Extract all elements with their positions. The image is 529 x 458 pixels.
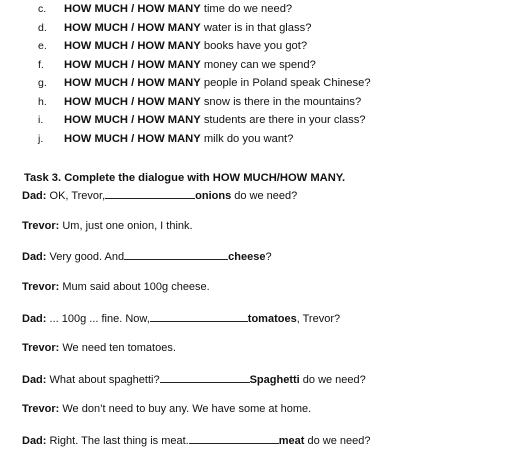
exercise-item (38, 56, 371, 75)
item-letter: e. (38, 40, 47, 52)
exercise-item (38, 19, 371, 38)
exercise-list (38, 0, 371, 148)
speaker-label: Trevor: (22, 220, 60, 232)
speaker-label: Dad: (22, 374, 47, 386)
dialogue-line (22, 433, 370, 448)
line-text: Mum said about 100g cheese. (59, 281, 210, 293)
item-text: time do we need? (200, 3, 293, 15)
speaker-label: Dad: (22, 435, 47, 447)
dialogue-line (22, 372, 366, 387)
line-text: do we need? (304, 435, 371, 447)
line-text: Very good. And (46, 251, 125, 263)
answer-gap[interactable] (124, 249, 228, 260)
line-text: do we need? (299, 374, 366, 386)
speaker-label: Trevor: (22, 403, 60, 415)
line-text: We need ten tomatoes. (59, 342, 176, 354)
item-choice: HOW MUCH / HOW MANY (64, 21, 201, 34)
task-title: Task 3. Complete the dialogue with HOW MUCH/HOW MANY. (24, 172, 346, 184)
exercise-item (38, 37, 371, 56)
dialogue-line (22, 280, 210, 294)
exercise-item (38, 111, 371, 130)
answer-gap[interactable] (105, 188, 195, 199)
answer-word: onions (195, 190, 232, 202)
line-text: Right. The last thing is meat. (46, 435, 189, 447)
item-choice: HOW MUCH / HOW MANY (64, 3, 201, 15)
item-choice: HOW MUCH / HOW MANY (64, 40, 201, 52)
answer-gap[interactable] (189, 433, 279, 444)
dialogue-line (22, 249, 272, 264)
line-text: Um, just one onion, I think. (59, 220, 193, 232)
exercise-item (38, 0, 371, 19)
exercise-item (38, 74, 371, 93)
line-text: OK, Trevor, (46, 190, 106, 202)
item-text: students are there in your class? (200, 114, 366, 126)
item-letter: h. (38, 95, 47, 108)
item-letter: c. (38, 3, 47, 15)
item-choice: HOW MUCH / HOW MANY (64, 114, 201, 126)
exercise-item (38, 130, 371, 149)
line-text: , Trevor? (296, 313, 341, 325)
speaker-label: Dad: (22, 190, 47, 202)
answer-word: meat (278, 435, 305, 447)
line-text: ? (265, 251, 272, 263)
item-letter: g. (38, 77, 47, 89)
line-text: ... 100g ... fine. Now, (46, 313, 150, 325)
speaker-label: Dad: (22, 251, 47, 263)
dialogue-line (22, 311, 340, 326)
answer-gap[interactable] (160, 372, 250, 383)
dialogue-line (22, 402, 311, 416)
exercise-item (38, 93, 371, 112)
dialogue-line (22, 219, 193, 233)
item-letter: i. (38, 114, 44, 126)
item-text: money can we spend? (200, 58, 316, 71)
speaker-label: Dad: (22, 313, 47, 325)
item-letter: d. (38, 21, 47, 34)
answer-word: tomatoes (247, 313, 297, 325)
line-text: We don’t need to buy any. We have some at home. (59, 403, 312, 415)
item-choice: HOW MUCH / HOW MANY (64, 95, 201, 108)
answer-gap[interactable] (150, 311, 248, 322)
answer-word: cheese (228, 251, 266, 263)
speaker-label: Trevor: (22, 281, 60, 293)
item-text: milk do you want? (200, 132, 294, 145)
item-choice: HOW MUCH / HOW MANY (64, 77, 201, 89)
item-text: books have you got? (200, 40, 308, 52)
line-text: What about spaghetti? (46, 374, 160, 386)
item-text: water is in that glass? (200, 21, 312, 34)
dialogue-line (22, 341, 176, 355)
dialogue-line (22, 188, 297, 203)
item-letter: j. (38, 132, 44, 145)
answer-word: Spaghetti (249, 374, 300, 386)
speaker-label: Trevor: (22, 342, 60, 354)
item-text: snow is there in the mountains? (200, 95, 362, 108)
item-text: people in Poland speak Chinese? (200, 77, 371, 89)
item-choice: HOW MUCH / HOW MANY (64, 132, 201, 145)
item-letter: f. (38, 58, 44, 71)
item-choice: HOW MUCH / HOW MANY (64, 58, 201, 71)
line-text: do we need? (231, 190, 298, 202)
